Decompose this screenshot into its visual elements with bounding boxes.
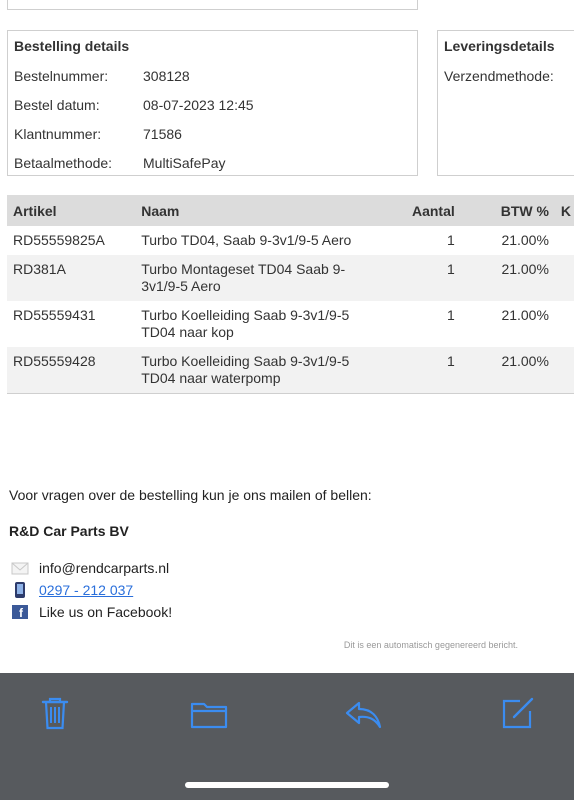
order-details-title: Bestelling details (14, 38, 130, 54)
email-row (11, 560, 169, 576)
order-number-label: Bestelnummer: (14, 68, 109, 84)
trash-icon (37, 695, 73, 731)
reply-button[interactable] (344, 695, 382, 731)
shipping-method-label: Verzendmethode: (444, 68, 554, 84)
cell-k (555, 226, 574, 255)
table-row (7, 226, 574, 255)
phone-link[interactable]: 0297 - 212 037 (39, 582, 134, 598)
questions-text: Voor vragen over de bestelling kun je ons mailen of bellen: (9, 487, 372, 503)
table-row (7, 301, 574, 347)
cell-btw: 21.00% (461, 347, 555, 394)
order-number-row (14, 68, 190, 84)
cell-artikel: RD55559825A (13, 232, 105, 248)
cell-btw: 21.00% (501, 232, 549, 248)
phone-icon (11, 582, 29, 598)
facebook-row (11, 604, 172, 620)
cell-naam: Turbo TD04, Saab 9-3v1/9-5 Aero (141, 232, 352, 248)
col-header-artikel: Artikel (7, 195, 135, 226)
cell-btw: 21.00% (501, 307, 549, 323)
order-number-value: 308128 (143, 68, 190, 84)
svg-text:f: f (19, 606, 23, 620)
table-row (7, 255, 574, 301)
order-items-table (7, 195, 574, 394)
email-text[interactable]: info@rendcarparts.nl (39, 560, 170, 576)
folder-icon (190, 695, 228, 731)
cell-aantal: 1 (446, 307, 455, 323)
cell-artikel: RD55559431 (13, 307, 96, 323)
col-header-k: K (555, 195, 574, 226)
company-name: R&D Car Parts BV (9, 523, 129, 539)
payment-method-row (14, 155, 225, 171)
home-indicator[interactable] (185, 782, 389, 788)
customer-number-label: Klantnummer: (14, 126, 102, 142)
shipping-method-row (444, 68, 573, 84)
cell-naam: Turbo Koelleiding Saab 9-3v1/9-5 TD04 naar kop (141, 307, 350, 340)
order-date-value: 08-07-2023 12:45 (143, 97, 254, 113)
cell-btw: 21.00% (461, 255, 555, 301)
cell-aantal: 1 (383, 255, 461, 301)
cell-naam: Turbo Koelleiding Saab 9-3v1/9-5 TD04 naar waterpomp (135, 347, 382, 394)
auto-generated-note: Dit is een automatisch gegenereerd bericht. (343, 640, 518, 650)
delivery-details-panel (437, 30, 574, 176)
cell-aantal: 1 (383, 347, 461, 394)
order-date-row (14, 97, 254, 113)
move-folder-button[interactable] (190, 695, 228, 731)
cell-k (555, 255, 574, 301)
col-header-aantal: Aantal (383, 195, 461, 226)
cell-aantal: 1 (446, 232, 455, 248)
facebook-text[interactable]: Like us on Facebook! (39, 604, 173, 620)
table-row (7, 347, 574, 394)
reply-icon (344, 695, 382, 731)
mail-toolbar (0, 673, 574, 800)
col-header-naam: Naam (135, 195, 382, 226)
compose-button[interactable] (500, 695, 536, 731)
cell-artikel: RD55559428 (7, 347, 135, 394)
cell-k (555, 347, 574, 394)
col-header-btw: BTW % (461, 195, 555, 226)
payment-method-label: Betaalmethode: (14, 155, 113, 171)
order-date-label: Bestel datum: (14, 97, 100, 113)
cell-naam: Turbo Montageset TD04 Saab 9-3v1/9-5 Aero (135, 255, 382, 301)
delete-button[interactable] (37, 695, 73, 731)
payment-method-value: MultiSafePay (143, 155, 226, 171)
cell-k (555, 301, 574, 347)
contact-box-top (7, 0, 418, 10)
phone-row (11, 582, 133, 598)
compose-icon (500, 695, 536, 731)
delivery-details-title: Leveringsdetails (444, 38, 555, 54)
customer-number-value: 71586 (143, 126, 182, 142)
facebook-icon (11, 604, 29, 620)
table-header-row (7, 195, 574, 226)
customer-number-row (14, 126, 182, 142)
order-details-panel (7, 30, 418, 176)
cell-artikel: RD381A (7, 255, 135, 301)
envelope-icon (11, 560, 29, 576)
